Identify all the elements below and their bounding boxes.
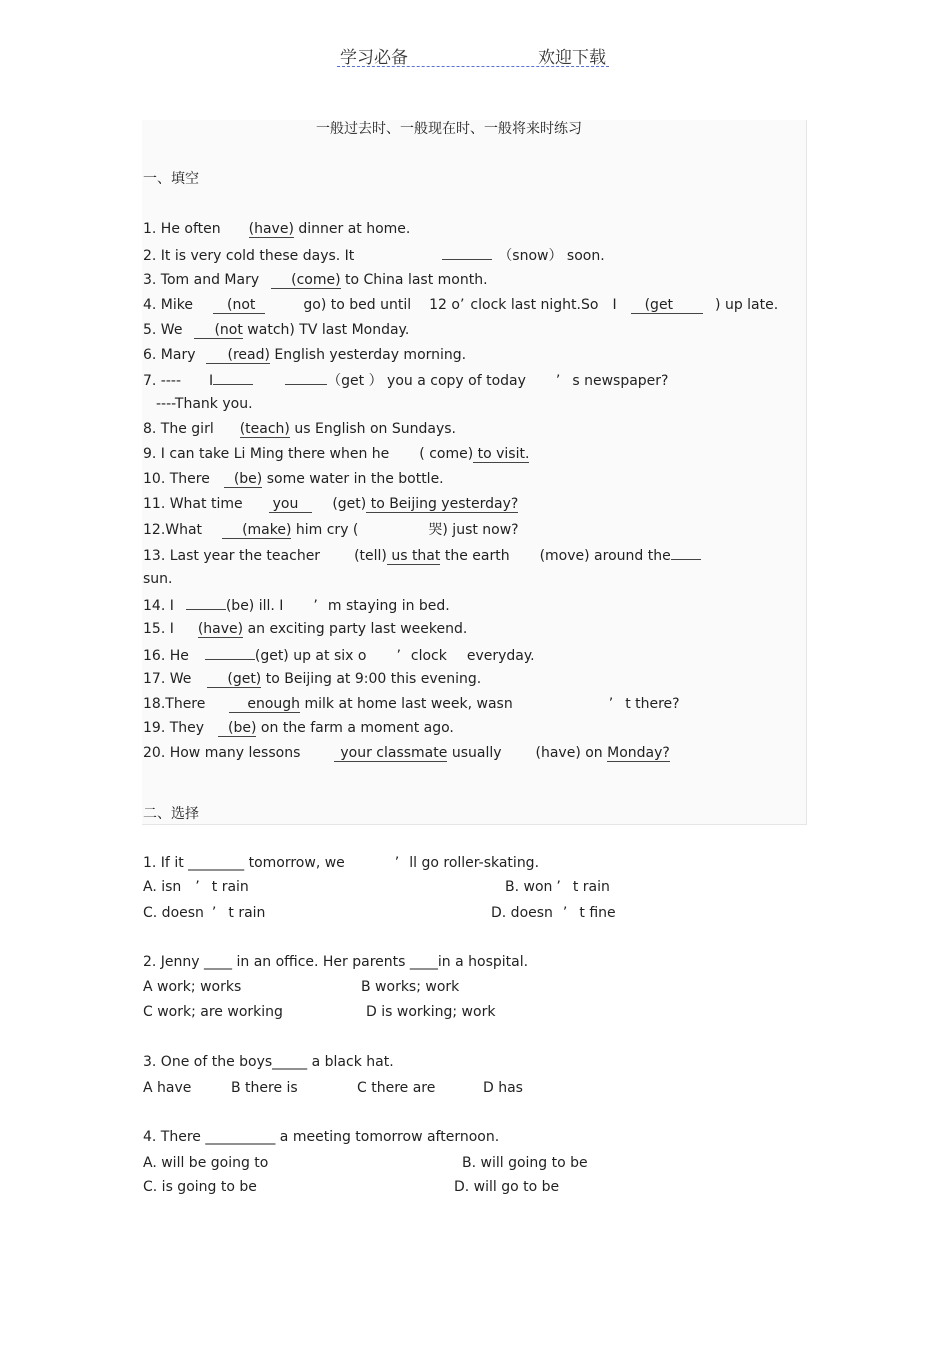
choice-q2-option-b[interactable]: B works; work [361, 979, 460, 995]
choice-q2-option-a[interactable]: A work; works [143, 979, 242, 995]
choice-q1-stem: 1. If it ________ tomorrow, we ’ ll go roller-skating. [143, 855, 540, 871]
choice-q2-stem: 2. Jenny ____ in an office. Her parents ____in a hospital. [143, 954, 529, 970]
choice-q3-option-c[interactable]: C there are [357, 1080, 436, 1096]
fill-q13-cont: sun. [143, 571, 173, 587]
fill-q19: 19. They (be) on the farm a moment ago. [143, 720, 454, 736]
choice-q4-stem: 4. There __________ a meeting tomorrow afternoon. [143, 1129, 500, 1145]
fill-q14: 14. I (be) ill. I ’ m staying in bed. [143, 595, 450, 615]
choice-q1-option-c[interactable]: C. doesn ’ t rain [143, 905, 266, 921]
choice-q4-option-c[interactable]: C. is going to be [143, 1179, 257, 1195]
choice-q1-option-d[interactable]: D. doesn ’ t fine [491, 905, 616, 921]
fill-q13: 13. Last year the teacher (tell) us that the earth (move) around the [143, 545, 701, 565]
fill-q2: 2. It is very cold these days. It （snow） soon. [143, 245, 605, 265]
choice-q1-option-a[interactable]: A. isn ’ t rain [143, 879, 249, 895]
fill-q1: 1. He often (have) dinner at home. [143, 221, 411, 237]
header-left: 学习必备 [340, 48, 408, 68]
fill-q9: 9. I can take Li Ming there when he ( come) to visit. [143, 446, 530, 462]
fill-q17: 17. We (get) to Beijing at 9:00 this evening. [143, 671, 482, 687]
page-title: 一般过去时、一般现在时、一般将来时练习 [316, 121, 582, 137]
choice-q3-option-d[interactable]: D has [483, 1080, 523, 1096]
fill-q6: 6. Mary (read) English yesterday morning. [143, 347, 467, 363]
fill-q8: 8. The girl (teach) us English on Sundays. [143, 421, 456, 437]
fill-q10: 10. There (be) some water in the bottle. [143, 471, 444, 487]
fill-q4: 4. Mike (not go) to bed until 12 o’ clock last night.So I (get ) up late. [143, 297, 779, 313]
page-header [337, 42, 609, 67]
choice-q4-option-a[interactable]: A. will be going to [143, 1155, 269, 1171]
fill-q11: 11. What time you (get) to Beijing yesterday? [143, 496, 519, 512]
fill-q5: 5. We (not watch) TV last Monday. [143, 322, 410, 338]
answer-blank [671, 545, 701, 560]
section2-heading: 二、选择 [143, 806, 199, 822]
fill-q3: 3. Tom and Mary (come) to China last month. [143, 272, 488, 288]
answer-blank [442, 245, 492, 260]
choice-q3-option-a[interactable]: A have [143, 1080, 192, 1096]
section1-heading: 一、填空 [143, 171, 199, 187]
answer-blank [186, 595, 226, 610]
fill-q7: 7. ---- I （get ） you a copy of today ’ s newspaper? [143, 370, 668, 390]
fill-q15: 15. I (have) an exciting party last weekend. [143, 621, 468, 637]
choice-q3-option-b[interactable]: B there is [231, 1080, 298, 1096]
fill-q18: 18.There enough milk at home last week, wasn ’ t there? [143, 696, 680, 712]
choice-q4-option-d[interactable]: D. will go to be [454, 1179, 560, 1195]
choice-q2-option-d[interactable]: D is working; work [366, 1004, 496, 1020]
answer-blank [285, 370, 327, 385]
choice-q2-option-c[interactable]: C work; are working [143, 1004, 283, 1020]
answer-blank [205, 645, 255, 660]
fill-q7-reply: ----Thank you. [156, 396, 253, 412]
choice-q1-option-b[interactable]: B. won ’ t rain [505, 879, 610, 895]
choice-q4-option-b[interactable]: B. will going to be [462, 1155, 588, 1171]
answer-blank [213, 370, 253, 385]
header-right: 欢迎下载 [538, 48, 606, 68]
choice-q3-stem: 3. One of the boys_____ a black hat. [143, 1054, 394, 1070]
fill-q20: 20. How many lessons your classmate usually (have) on Monday? [143, 745, 670, 761]
fill-q12: 12.What (make) him cry ( 哭) just now? [143, 522, 519, 538]
fill-q16: 16. He (get) up at six o ’ clock everyday. [143, 645, 535, 665]
